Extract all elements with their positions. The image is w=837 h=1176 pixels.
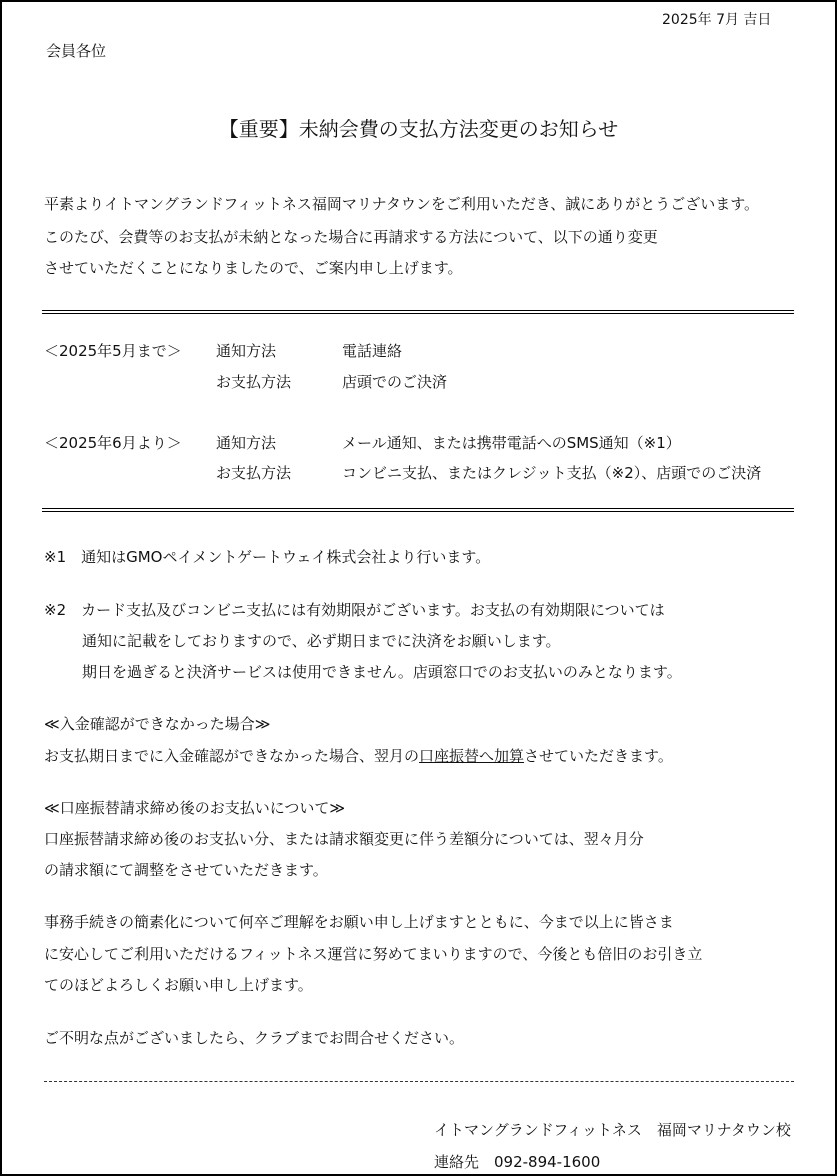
issue-date: 2025年 7月 吉日	[662, 12, 772, 28]
document-title: 【重要】未納会費の支払方法変更のお知らせ	[218, 117, 619, 141]
notify-value-after: メール通知、または携帯電話へのSMS通知（※1）	[342, 434, 681, 452]
after-close-heading: ≪口座振替請求締め後のお支払いについて≫	[44, 799, 346, 817]
notify-label-before: 通知方法	[216, 342, 277, 360]
closing-line-2: に安心してご利用いただけるフィットネス運営に努めてまいりますので、今後とも倍旧のお引き立	[44, 945, 703, 963]
pay-label-before: お支払方法	[216, 373, 292, 391]
pay-value-after: コンビニ支払、またはクレジット支払（※2）、店頭でのご決済	[342, 464, 762, 482]
note-1: ※1 通知はGMOペイメントゲートウェイ株式会社より行います。	[44, 548, 491, 566]
intro-line-3: させていただくことになりましたので、ご案内申し上げます。	[44, 259, 463, 277]
notify-label-after: 通知方法	[216, 434, 277, 452]
after-close-line-2: の請求額にて調整をさせていただきます。	[44, 861, 328, 879]
account-transfer-link-text: 口座振替へ加算	[419, 747, 525, 765]
period-after: ＜2025年6月より＞	[44, 434, 182, 452]
notify-value-before: 電話連絡	[342, 342, 403, 360]
double-rule-bottom	[42, 508, 794, 512]
salutation: 会員各位	[46, 42, 107, 60]
period-before: ＜2025年5月まで＞	[44, 342, 182, 360]
note-2-line-3: 期日を過ぎると決済サービスは使用できません。店頭窓口でのお支払いのみとなります。	[82, 663, 682, 681]
pay-value-before: 店頭でのご決済	[342, 373, 448, 391]
contact-prompt: ご不明な点がございましたら、クラブまでお問合せください。	[44, 1029, 465, 1047]
intro-line-2: このたび、会費等のお支払が未納となった場合に再請求する方法について、以下の通り変更	[44, 228, 658, 246]
intro-line-1: 平素よりイトマングランドフィットネス福岡マリナタウンをご利用いただき、誠にありがとうございます。	[44, 195, 760, 213]
closing-line-1: 事務手続きの簡素化について何卒ご理解をお願い申し上げますとともに、今まで以上に皆さま	[44, 913, 674, 931]
pay-label-after: お支払方法	[216, 464, 292, 482]
unconfirmed-heading: ≪入金確認ができなかった場合≫	[44, 715, 271, 733]
dashed-separator	[44, 1081, 794, 1082]
signature-org: イトマングランドフィットネス 福岡マリナタウン校	[434, 1121, 791, 1139]
signature-contact: 連絡先 092-894-1600	[434, 1153, 601, 1171]
after-close-line-1: 口座振替請求締め後のお支払い分、または請求額変更に伴う差額分については、翌々月分	[44, 830, 644, 848]
closing-line-3: てのほどよろしくお願い申し上げます。	[44, 976, 313, 994]
note-2-line-2: 通知に記載をしておりますので、必ず期日までに決済をお願いします。	[82, 632, 561, 650]
double-rule-top	[42, 310, 794, 314]
unconfirmed-text: お支払期日までに入金確認ができなかった場合、翌月の口座振替へ加算させていただきます。	[44, 747, 673, 765]
note-2-line-1: ※2 カード支払及びコンビニ支払には有効期限がございます。お支払の有効期限については	[44, 601, 665, 619]
